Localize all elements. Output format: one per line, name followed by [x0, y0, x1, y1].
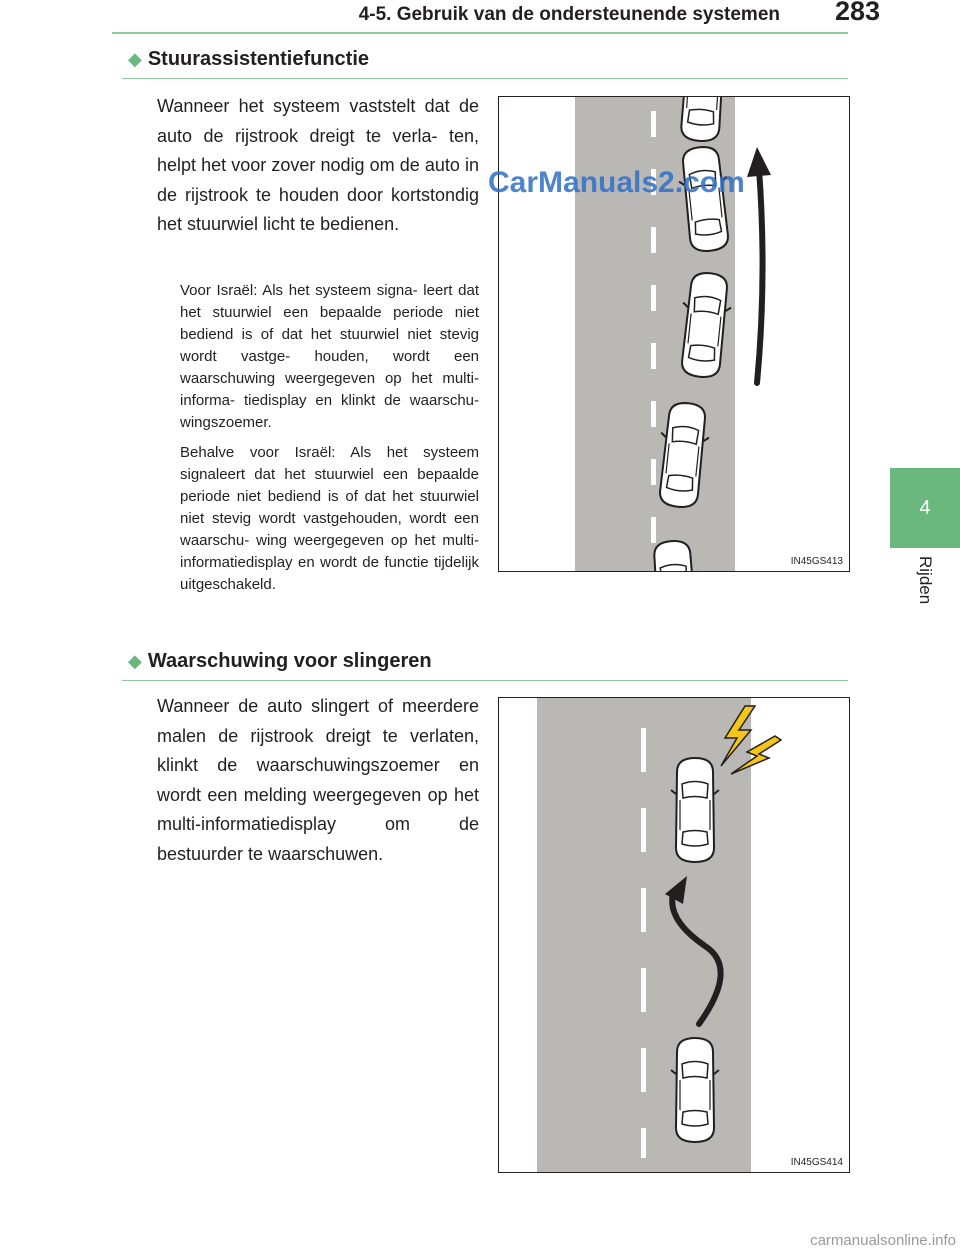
sway-warning-illustration [499, 698, 849, 1172]
section-heading-steering-assist [128, 48, 848, 71]
chapter-tab [890, 468, 960, 548]
watermark-carmanuals2: CarManuals2.com [488, 166, 745, 199]
figure-code: IN45GS414 [790, 1157, 843, 1168]
header-section-title: 4-5. Gebruik van de ondersteunende systemen [358, 4, 780, 25]
chapter-number: 4 [919, 496, 931, 519]
section-heading-text: Waarschuwing voor slingeren [147, 650, 432, 672]
note-non-israel: Behalve voor Israël: Als het systeem signaleert dat het stuurwiel een bepaalde periode niet bediend is of dat het stuurwiel niet stevig wordt vastgehouden, wordt een waarschu- wing weergegeven op het multi- informatiedisplay en wordt de functie tijdelijk uitgeschakeld. [180, 444, 479, 593]
car-icon [671, 1038, 719, 1142]
section-divider [122, 680, 848, 681]
section1-notes [180, 280, 479, 604]
section2-body: Wanneer de auto slingert of meerdere malen de rijstrook dreigt te verlaten, klinkt de waarschuwingszoemer en wordt een melding weergegeven op het multi-informatiedisplay om de bestuurder te waarschuwen. [157, 696, 479, 864]
section-heading-sway-warning [128, 650, 848, 673]
chapter-name: Rijden [916, 556, 935, 605]
car-icon [671, 758, 719, 862]
diamond-bullet-icon: ◆ [128, 651, 142, 671]
figure-code: IN45GS413 [790, 556, 843, 567]
footer-watermark: carmanualsonline.info [810, 1232, 956, 1249]
note-israel: Voor Israël: Als het systeem signa- leert dat het stuurwiel een bepaalde periode niet bediend is of dat het stuurwiel niet stevig wordt vastge- houden, wordt een waarschuwing weergegeven op het multi-informa- tiedisplay en klinkt de waarschu- wingszoemer. [180, 282, 479, 431]
chapter-name-container [890, 556, 960, 646]
diamond-bullet-icon: ◆ [128, 49, 142, 69]
section-divider [122, 78, 848, 79]
page-number: 283 [834, 0, 880, 26]
arrow-up-icon [747, 147, 771, 383]
header-divider [112, 32, 848, 34]
section1-body: Wanneer het systeem vaststelt dat de auto de rijstrook dreigt te verla- ten, helpt het voor zover nodig om de auto in de rijstrook te houden door kortstondig het stuurwiel licht te bedienen. [157, 96, 479, 234]
section-heading-text: Stuurassistentiefunctie [147, 48, 370, 70]
figure-sway-warning [498, 697, 850, 1173]
